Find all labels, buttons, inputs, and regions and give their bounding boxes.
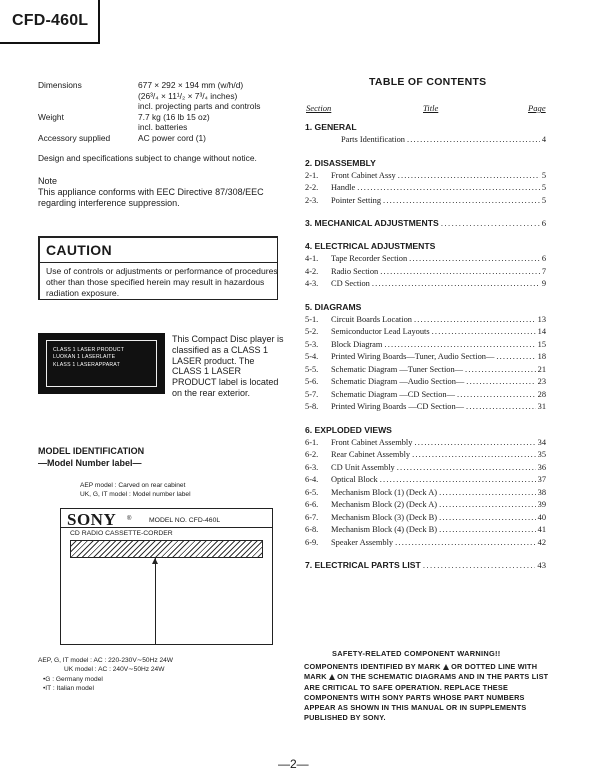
table-of-contents (305, 122, 546, 573)
hatched-area (70, 540, 263, 558)
toc-entry[interactable]: 5-2. Semiconductor Lead Layouts ..... 14 (305, 327, 546, 340)
laser-product-label: CLASS 1 LASER PRODUCT LUOKAN 1 LASERLAITE KLASS 1 LASERAPPARAT (38, 333, 165, 394)
toc-entry[interactable]: 5-7. Schematic Diagram —CD Section— ..... 28 (305, 390, 546, 403)
toc-entry[interactable]: 5-1. Circuit Boards Location ..... 13 (305, 315, 546, 328)
page-number: —2— (278, 757, 309, 771)
spec-accessory: Accessory supplied AC power cord (1) (38, 132, 206, 143)
toc-entry[interactable]: 6-7. Mechanism Block (3) (Deck B) ..... 40 (305, 513, 546, 526)
toc-section-heading[interactable]: 6. EXPLODED VIEWS (305, 424, 392, 435)
toc-entry[interactable]: Parts Identification ..... 4 (305, 135, 546, 148)
toc-section-heading[interactable]: 7. ELECTRICAL PARTS LIST ..... 43 (305, 560, 546, 573)
note-body: This appliance conforms with EEC Directive 87/308/EEC regarding interference suppression. (38, 187, 264, 208)
specs-change-notice: Design and specifications subject to change without notice. (38, 153, 257, 163)
model-id-subtitle: —Model Number label— (38, 458, 142, 468)
toc-section-heading[interactable]: 1. GENERAL (305, 122, 357, 132)
caution-box (38, 236, 278, 300)
toc-entry[interactable]: 2-2. Handle ..... 5 (305, 183, 546, 196)
ac-ratings: AEP, G, IT model : AC : 220-230V∼50Hz 24W UK model : AC : 240V∼50Hz 24W •G : Germany model •IT : Italian model (38, 657, 174, 693)
caution-body: Use of controls or adjustments or performance of procedures other than those specified herein may result in hazardous radiation exposure. (46, 266, 278, 298)
toc-section-heading[interactable]: 4. ELECTRICAL ADJUSTMENTS (305, 241, 436, 251)
toc-section-heading[interactable]: 5. DIAGRAMS (305, 301, 362, 312)
label-model-number: MODEL NO. CFD-460L (149, 517, 221, 524)
toc-entry[interactable]: 6-3. CD Unit Assembly ..... 36 (305, 463, 546, 476)
toc-entry[interactable]: 6-8. Mechanism Block (4) (Deck B) ..... 41 (305, 525, 546, 538)
safety-body: COMPONENTS IDENTIFIED BY MARK OR DOTTED LINE WITH MARK ON THE SCHEMATIC DIAGRAMS AND IN THE PARTS LIST ARE CRITICAL TO SAFE OPERATION. REPLACE THESE COMPONENTS WITH SONY PARTS WHOSE PART NUMBERS APPEAR AS SHOWN IN THIS MANUAL OR IN SUPPLEMENTS PUBLISHED BY SONY. (304, 662, 549, 723)
toc-entry[interactable]: 4-1. Tape Recorder Section ..... 6 (305, 254, 546, 267)
toc-entry[interactable]: 6-5. Mechanism Block (1) (Deck A) ..... 38 (305, 488, 546, 501)
toc-entry[interactable]: 5-6. Schematic Diagram —Audio Section— ..... 23 (305, 377, 546, 390)
model-id-notes: AEP model : Carved on rear cabinet UK, G, IT model : Model number label (80, 482, 191, 499)
warning-triangle-icon (443, 664, 449, 670)
spec-dimensions: Dimensions 677 × 292 × 194 mm (w/h/d) (26³/₄ × 11¹/₂ × 7³/₄ inches) incl. projecting parts and controls (38, 80, 261, 112)
toc-title: TABLE OF CONTENTS (369, 76, 487, 88)
model-id-title: MODEL IDENTIFICATION (38, 446, 145, 456)
model-number-label (60, 508, 273, 645)
toc-entry[interactable]: 6-4. Optical Block ..... 37 (305, 475, 546, 488)
caution-divider (40, 262, 277, 263)
toc-entry[interactable]: 2-3. Pointer Setting ..... 5 (305, 196, 546, 209)
toc-entry[interactable]: 2-1. Front Cabinet Assy ..... 5 (305, 171, 546, 184)
toc-entry[interactable]: 5-3. Block Diagram ..... 15 (305, 340, 546, 353)
caution-title: CAUTION (46, 242, 112, 258)
model-name: CFD-460L (12, 12, 89, 29)
toc-entry[interactable]: 6-2. Rear Cabinet Assembly ..... 35 (305, 450, 546, 463)
safety-heading: SAFETY-RELATED COMPONENT WARNING!! (332, 649, 501, 658)
toc-entry[interactable]: 4-3. CD Section ..... 9 (305, 279, 546, 292)
sony-logo: SONY (67, 510, 117, 529)
toc-section-heading[interactable]: 3. MECHANICAL ADJUSTMENTS ..... 6 (305, 218, 546, 231)
toc-entry[interactable]: 6-9. Speaker Assembly ..... 42 (305, 538, 546, 551)
laser-class-text: This Compact Disc player is classified as a CLASS 1 LASER product. The CLASS 1 LASER PRODUCT label is located on the rear exterior. (172, 334, 284, 398)
model-header-tab (0, 0, 100, 44)
pointer-line (155, 558, 156, 645)
spec-weight: Weight 7.7 kg (16 lb 15 oz) incl. batteries (38, 111, 210, 133)
toc-entry[interactable]: 5-8. Printed Wiring Boards —CD Section— ..... 31 (305, 402, 546, 415)
toc-section-heading[interactable]: 2. DISASSEMBLY (305, 157, 376, 168)
toc-entry[interactable]: 6-6. Mechanism Block (2) (Deck A) ..... 39 (305, 500, 546, 513)
label-description: CD RADIO CASSETTE-CORDER (70, 530, 173, 537)
toc-entry[interactable]: 5-4. Printed Wiring Boards—Tuner, Audio Section— ..... 18 (305, 352, 546, 365)
arrow-up-icon (152, 558, 158, 564)
toc-entry[interactable]: 5-5. Schematic Diagram —Tuner Section— ..... 21 (305, 365, 546, 378)
toc-entry[interactable]: 6-1. Front Cabinet Assembly ..... 34 (305, 438, 546, 451)
specifications (38, 80, 288, 144)
warning-triangle-icon (329, 674, 335, 680)
toc-entry[interactable]: 4-2. Radio Section ..... 7 (305, 267, 546, 280)
note-heading: Note (38, 176, 58, 186)
registered-mark: ® (127, 516, 132, 522)
